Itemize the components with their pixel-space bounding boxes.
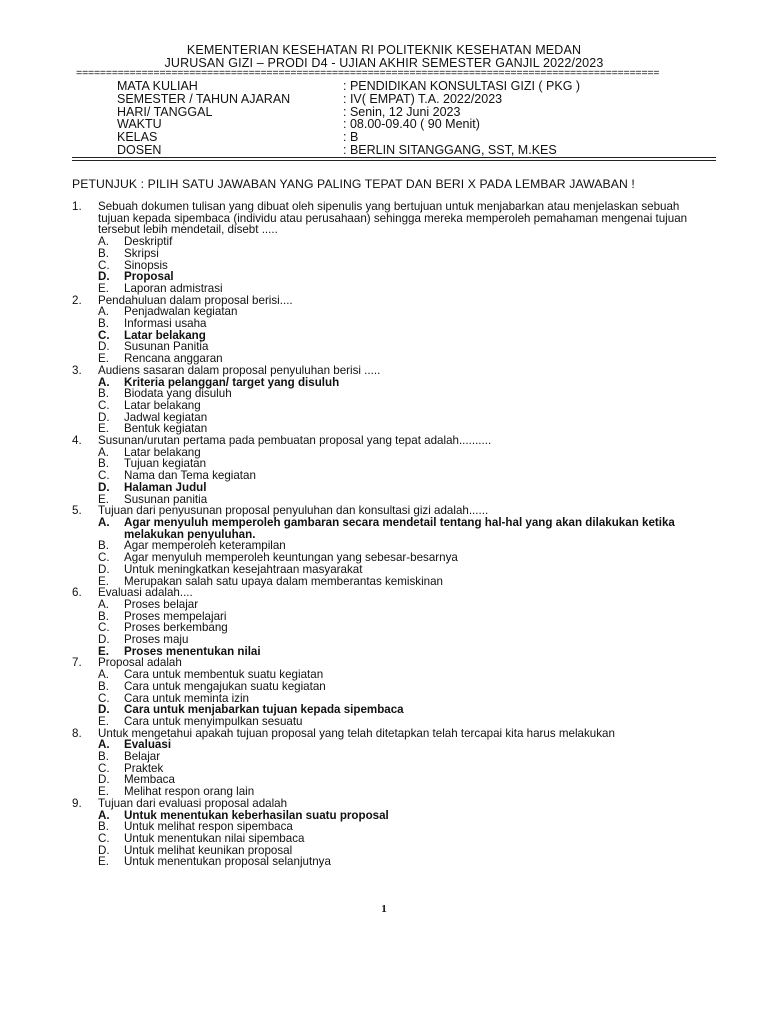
question-item: [72, 728, 712, 798]
info-value: : PENDIDIKAN KONSULTASI GIZI ( PKG ): [343, 79, 581, 93]
option-text: Penjadwalan kegiatan: [124, 305, 238, 319]
question-number: 6.: [72, 586, 82, 600]
option-text: Latar belakang: [124, 398, 201, 412]
info-row-lecturer: [117, 144, 580, 157]
option-item: [72, 248, 712, 260]
question-number: 9.: [72, 796, 82, 810]
question-item: [72, 798, 712, 868]
option-letter: A.: [98, 375, 110, 389]
question-list: [72, 201, 712, 868]
option-text: Susunan panitia: [124, 492, 208, 506]
question-item: [72, 657, 712, 727]
option-letter: B.: [98, 609, 109, 623]
option-text: Informasi usaha: [124, 317, 207, 331]
option-letter: C.: [98, 621, 110, 635]
info-value: : B: [343, 130, 359, 145]
info-value: : BERLIN SITANGGANG, SST, M.KES: [343, 142, 557, 157]
question-number: 1.: [72, 200, 82, 213]
option-item: [72, 564, 712, 576]
option-letter: C.: [98, 258, 110, 272]
option-text: Evaluasi: [124, 738, 172, 752]
instruction-text: PETUNJUK : PILIH SATU JAWABAN YANG PALING TEPAT DAN BERI X PADA LEMBAR JAWABAN !: [72, 177, 635, 191]
header-institution: KEMENTERIAN KESEHATAN RI POLITEKNIK KESEHATAN MEDAN: [186, 43, 582, 57]
option-text: Untuk menentukan nilai sipembaca: [124, 831, 305, 845]
option-text: Agar memperoleh keterampilan: [124, 539, 286, 553]
option-text: Proses menentukan nilai: [124, 644, 261, 658]
option-letter: C.: [98, 551, 110, 565]
info-label: SEMESTER / TAHUN AJARAN: [117, 91, 291, 106]
question-item: [72, 201, 712, 295]
option-text: Belajar: [124, 750, 161, 764]
option-text: Proposal: [124, 270, 174, 284]
question-number: 7.: [72, 656, 82, 670]
option-letter: E.: [98, 281, 109, 295]
option-text: Latar belakang: [124, 445, 201, 459]
question-text: Proposal adalah: [98, 656, 182, 670]
question-text: Untuk mengetahui apakah tujuan proposal yang telah ditetapkan telah tercapai kita harus melakukan: [98, 726, 615, 740]
option-letter: E.: [98, 352, 109, 366]
option-letter: C.: [98, 761, 110, 775]
option-letter: A.: [98, 235, 109, 249]
info-label: MATA KULIAH: [117, 79, 198, 93]
option-text: Deskriptif: [124, 235, 173, 249]
header-divider: ==================================================================================================: [76, 68, 660, 80]
option-letter: D.: [98, 773, 110, 787]
option-letter: E.: [98, 492, 109, 506]
info-label: HARI/ TANGGAL: [117, 104, 213, 119]
option-item-answer: [72, 482, 712, 494]
header-exam-title: JURUSAN GIZI – PRODI D4 - UJIAN AKHIR SEMESTER GANJIL 2022/2023: [164, 56, 604, 70]
option-letter: A.: [98, 668, 109, 682]
option-letter: E.: [98, 422, 109, 436]
option-letter: C.: [98, 691, 110, 705]
info-label: DOSEN: [117, 142, 162, 157]
info-value: : 08.00-09.40 ( 90 Menit): [343, 117, 480, 132]
question-text: Susunan/urutan pertama pada pembuatan proposal yang tepat adalah..........: [98, 434, 492, 448]
option-letter: D.: [98, 843, 110, 857]
option-letter: A.: [98, 445, 109, 459]
option-item: [72, 318, 712, 330]
option-letter: C.: [98, 328, 110, 342]
option-letter: A.: [98, 738, 110, 752]
question-item: [72, 435, 712, 505]
option-text: Cara untuk membentuk suatu kegiatan: [124, 668, 324, 682]
question-text: Evaluasi adalah....: [98, 586, 193, 600]
info-row-course: [117, 80, 580, 93]
option-text: Praktek: [124, 761, 164, 775]
option-letter: C.: [98, 398, 110, 412]
question-number: 8.: [72, 726, 82, 740]
option-letter: D.: [98, 340, 110, 354]
option-text: Sinopsis: [124, 258, 168, 272]
question-text: Sebuah dokumen tulisan yang dibuat oleh sipenulis yang bertujuan untuk menjabarkan atau menjelaskan sebuah tujuan kepada sipembaca (individu atau perusahaan) sehingga mereka memperoleh pemahaman mengenai tujuan tersebut lebih mendetail, disebt .....: [98, 200, 688, 237]
option-letter: E.: [98, 574, 109, 588]
option-text: Membaca: [124, 773, 175, 787]
option-letter: D.: [98, 410, 110, 424]
question-number: 2.: [72, 293, 82, 307]
option-item: [72, 236, 712, 248]
option-letter: A.: [98, 305, 109, 319]
option-letter: D.: [98, 270, 110, 284]
option-text: Cara untuk mengajukan suatu kegiatan: [124, 679, 326, 693]
option-text: Jadwal kegiatan: [124, 410, 208, 424]
option-text: Latar belakang: [124, 328, 206, 342]
option-text: Merupakan salah satu upaya dalam memberantas kemiskinan: [124, 574, 443, 588]
option-text: Cara untuk menjabarkan tujuan kepada sipembaca: [124, 703, 404, 717]
option-item: [72, 751, 712, 763]
info-row-semester: [117, 93, 580, 106]
option-item: [72, 400, 712, 412]
option-item: [72, 856, 712, 868]
option-item: [72, 599, 712, 611]
option-letter: E.: [98, 644, 109, 658]
question-item: [72, 587, 712, 657]
option-text: Melihat respon orang lain: [124, 785, 255, 799]
option-letter: B.: [98, 317, 109, 331]
option-text: Susunan Panitia: [124, 340, 209, 354]
option-letter: B.: [98, 750, 109, 764]
question-text: Pendahuluan dalam proposal berisi....: [98, 293, 293, 307]
question-text: Tujuan dari evaluasi proposal adalah: [98, 796, 288, 810]
option-item: [72, 634, 712, 646]
option-text: Tujuan kegiatan: [124, 457, 207, 471]
option-item-answer: [72, 739, 712, 751]
option-text: Biodata yang disuluh: [124, 387, 232, 401]
option-item-answer: [72, 517, 712, 540]
divider-line: [72, 160, 716, 161]
option-text: Agar menyuluh memperoleh keuntungan yang sebesar-besarnya: [124, 551, 458, 565]
option-letter: D.: [98, 562, 110, 576]
divider-line: [72, 157, 716, 158]
option-text: Untuk menentukan keberhasilan suatu proposal: [124, 808, 389, 822]
option-letter: A.: [98, 597, 109, 611]
option-item: [72, 283, 712, 295]
option-letter: A.: [98, 515, 110, 529]
option-text: Cara untuk menyimpulkan sesuatu: [124, 714, 303, 728]
option-letter: E.: [98, 785, 109, 799]
option-letter: C.: [98, 469, 110, 483]
question-text: Audiens sasaran dalam proposal penyuluhan berisi .....: [98, 363, 381, 377]
question-item: [72, 505, 712, 587]
question-number: 4.: [72, 434, 82, 448]
option-text: Proses berkembang: [124, 621, 228, 635]
option-text: Skripsi: [124, 246, 159, 260]
option-letter: E.: [98, 855, 109, 869]
info-label: KELAS: [117, 130, 158, 145]
option-letter: D.: [98, 480, 110, 494]
question-text: Tujuan dari penyusunan proposal penyuluhan dan konsultasi gizi adalah......: [98, 504, 489, 518]
option-text: Proses belajar: [124, 597, 199, 611]
option-letter: B.: [98, 387, 109, 401]
option-text: Untuk melihat keunikan proposal: [124, 843, 293, 857]
option-item: [72, 833, 712, 845]
option-letter: B.: [98, 820, 109, 834]
option-letter: C.: [98, 831, 110, 845]
question-item: [72, 365, 712, 435]
info-value: : IV( EMPAT) T.A. 2022/2023: [343, 91, 503, 106]
option-text: Nama dan Tema kegiatan: [124, 469, 256, 483]
option-text: Laporan admistrasi: [124, 281, 223, 295]
option-text: Untuk meningkatkan kesejahtraan masyarakat: [124, 562, 363, 576]
option-text: Agar menyuluh memperoleh gambaran secara mendetail tentang hal-hal yang akan dilakukan ketika melakukan penyuluhan.: [124, 515, 675, 541]
question-number: 5.: [72, 504, 82, 518]
option-letter: E.: [98, 714, 109, 728]
option-text: Rencana anggaran: [124, 352, 223, 366]
exam-info-table: [117, 80, 580, 157]
option-letter: D.: [98, 703, 110, 717]
option-text: Proses mempelajari: [124, 609, 227, 623]
option-text: Bentuk kegiatan: [124, 422, 208, 436]
option-item: [72, 681, 712, 693]
option-text: Proses maju: [124, 633, 189, 647]
option-letter: D.: [98, 633, 110, 647]
option-letter: A.: [98, 808, 110, 822]
option-text: Halaman Judul: [124, 480, 207, 494]
option-text: Cara untuk meminta izin: [124, 691, 250, 705]
option-text: Kriteria pelanggan/ target yang disuluh: [124, 375, 340, 389]
option-letter: B.: [98, 246, 109, 260]
info-label: WAKTU: [117, 117, 162, 132]
option-text: Untuk melihat respon sipembaca: [124, 820, 293, 834]
option-text: Untuk menentukan proposal selanjutnya: [124, 855, 331, 869]
question-number: 3.: [72, 363, 82, 377]
option-letter: B.: [98, 457, 109, 471]
info-value: : Senin, 12 Juni 2023: [343, 104, 461, 119]
option-letter: B.: [98, 539, 109, 553]
option-letter: B.: [98, 679, 109, 693]
question-item: [72, 295, 712, 365]
page-number: 1: [381, 903, 387, 915]
option-item: [72, 716, 712, 728]
